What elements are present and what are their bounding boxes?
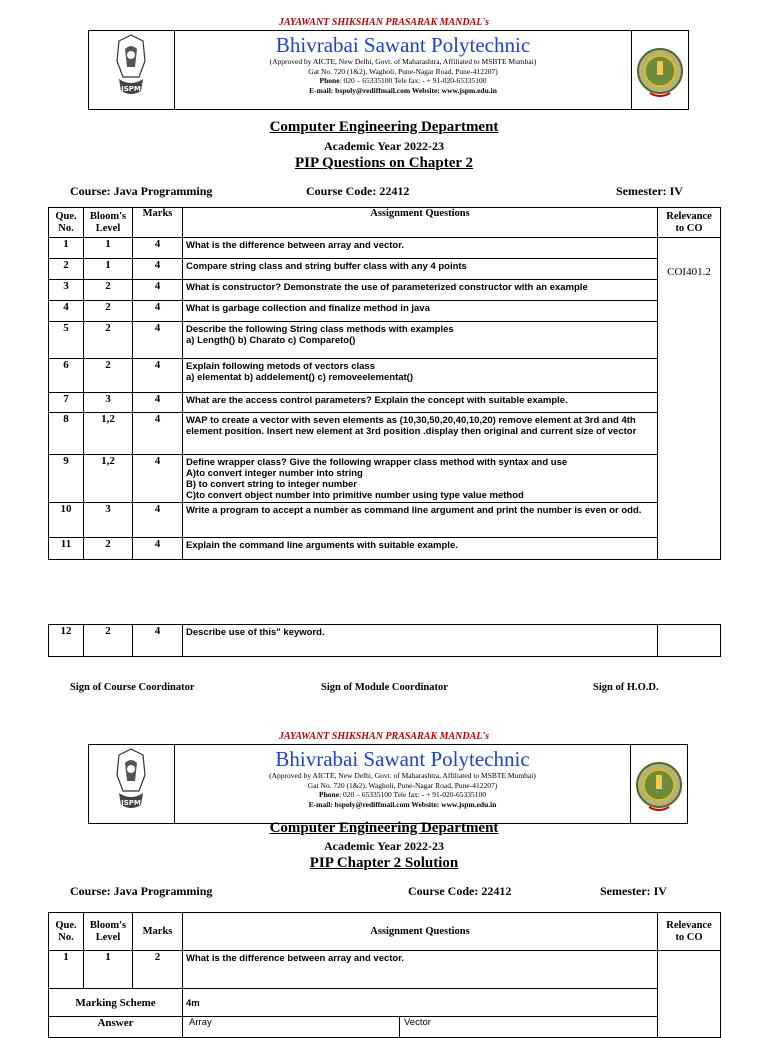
- address-text: Gat No. 720 (1&2), Wagholi, Pune-Nagar Road, Pune-412207): [308, 66, 498, 76]
- sign-module-coordinator: Sign of Module Coordinator: [321, 682, 448, 693]
- sign-course-coordinator: Sign of Course Coordinator: [70, 682, 195, 693]
- address-text: Gat No. 720 (1&2), Wagholi, Pune-Nagar Road, Pune-412207): [307, 780, 498, 790]
- course-name: Course: Java Programming: [70, 184, 213, 198]
- table-row: 1 1 2 What is the difference between array and vector.: [49, 951, 721, 989]
- svg-text:JSPM: JSPM: [121, 799, 141, 807]
- table-row: 5 2 4 Describe the following String class methods with examples a) Length() b) Charato c) Compareto(): [49, 322, 721, 359]
- marking-scheme-row: Marking Scheme 4m: [49, 989, 721, 1017]
- col-marks: Marks: [133, 208, 183, 238]
- institution-name: JAYAWANT SHIKSHAN PRASARAK MANDAL's: [278, 17, 490, 28]
- college-seal: [631, 31, 688, 109]
- col-relevance: Relevance to CO: [658, 913, 721, 951]
- questions-table: [48, 207, 721, 560]
- academic-year: Academic Year 2022-23: [324, 139, 444, 153]
- email-line: E-mail: bspoly@rediffmail.com Website: www.jspm.edu.in: [309, 85, 497, 95]
- course-name-2: Course: Java Programming: [70, 884, 213, 898]
- col-vector: Vector: [404, 1017, 431, 1028]
- page-title: PIP Questions on Chapter 2: [294, 155, 474, 171]
- college-name: Bhivrabai Sawant Polytechnic: [275, 33, 531, 57]
- semester-2: Semester: IV: [600, 884, 667, 898]
- table-row: 6 2 4 Explain following metods of vectors class a) elementat b) addelement() c) removeelementat(): [49, 359, 721, 393]
- department-title: Computer Engineering Department: [269, 119, 499, 135]
- table-row: 1 1 4 What is the difference between array and vector. COI401.2: [49, 238, 721, 259]
- table-row: 12 2 4 Describe use of this" keyword.: [49, 625, 721, 657]
- college-name: Bhivrabai Sawant Polytechnic: [275, 747, 530, 771]
- col-questions: Assignment Questions: [183, 913, 658, 951]
- table-row: 9 1,2 4 Define wrapper class? Give the following wrapper class method with syntax and use A)to convert integer number into string B) to convert string to integer number C)to convert object number into primitive number using type value method: [49, 455, 721, 503]
- col-bloom-level: Bloom's Level: [84, 913, 133, 951]
- answer-row: Answer Array Vector: [49, 1017, 721, 1038]
- approval-text: (Approved by AICTE, New Delhi, Govt. of Maharashtra, Affiliated to MSBTE Mumbai): [269, 771, 536, 780]
- table-row: 3 2 4 What is constructor? Demonstrate the use of parameterized constructor with an example: [49, 280, 721, 301]
- course-code: Course Code: 22412: [306, 184, 410, 198]
- email-line: E-mail: bspoly@rediffmail.com Website: www.jspm.edu.in: [308, 799, 497, 809]
- phone-line: Phone: 020 – 65335100 Tele fax: - + 91-020-65335100: [319, 790, 486, 799]
- semester: Semester: IV: [616, 184, 683, 198]
- table-row: 10 3 4 Write a program to accept a number as command line argument and print the number is even or odd.: [49, 503, 721, 538]
- table-row: 11 2 4 Explain the command line arguments with suitable example.: [49, 538, 721, 560]
- col-marks: Marks: [133, 913, 183, 951]
- col-relevance: Relevance to CO: [658, 208, 721, 238]
- jspm-logo: [89, 745, 175, 823]
- table-row: 2 1 4 Compare string class and string buffer class with any 4 points: [49, 259, 721, 280]
- solution-table: [48, 912, 721, 1038]
- svg-text:JSPM: JSPM: [121, 85, 141, 93]
- col-questions: Assignment Questions: [183, 208, 658, 238]
- academic-year-2: Academic Year 2022-23: [324, 839, 444, 853]
- jspm-logo: [89, 31, 175, 109]
- col-bloom-level: Bloom's Level: [84, 208, 133, 238]
- col-que-no: Que. No.: [49, 208, 84, 238]
- header-box-2: [88, 744, 688, 824]
- department-title-2: Computer Engineering Department: [269, 820, 499, 836]
- col-array: Array: [183, 1017, 400, 1037]
- college-seal: [630, 745, 687, 823]
- table-row: 7 3 4 What are the access control parameters? Explain the concept with suitable example.: [49, 393, 721, 413]
- table-row: 4 2 4 What is garbage collection and finalize method in java: [49, 301, 721, 322]
- approval-text: (Approved by AICTE, New Delhi, Govt. of Maharashtra, Affiliated to MSBTE Mumbai): [269, 57, 537, 66]
- phone-line: Phone: 020 – 65335100 Tele fax: - + 91-020-65335100: [319, 76, 487, 85]
- col-que-no: Que. No.: [49, 913, 84, 951]
- sign-hod: Sign of H.O.D.: [593, 682, 659, 693]
- header-box: [88, 30, 689, 110]
- institution-name-2: JAYAWANT SHIKSHAN PRASARAK MANDAL's: [278, 731, 490, 742]
- course-code-2: Course Code: 22412: [408, 884, 512, 898]
- page-title-2: PIP Chapter 2 Solution: [309, 855, 459, 871]
- table-row: 8 1,2 4 WAP to create a vector with seven elements as (10,30,50,20,40,10,20) remove element at 3rd and 4th element position. Insert new element at 3rd position .display then original and current size of vector: [49, 413, 721, 455]
- relevance-co: COI401.2: [658, 238, 721, 560]
- questions-table-continued: [48, 624, 721, 657]
